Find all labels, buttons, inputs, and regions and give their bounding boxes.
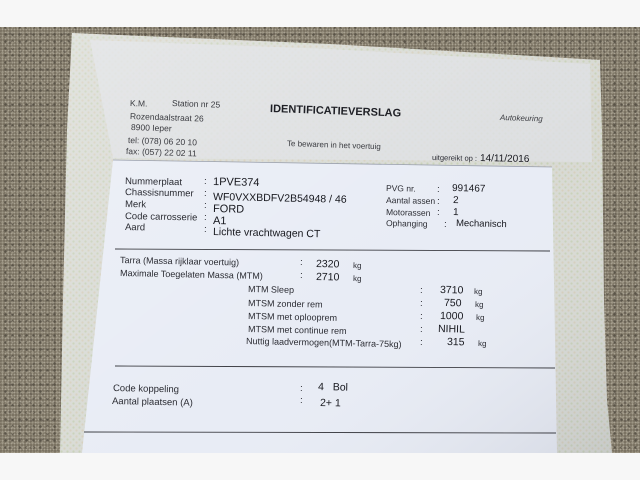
- towing-unit: kg: [477, 339, 487, 349]
- letterbox-bottom: [0, 453, 640, 480]
- separator: :: [436, 207, 440, 219]
- vehicle-label: Nummerplaat: [124, 176, 183, 189]
- technical-value-drive-axles: 1: [452, 207, 459, 219]
- towing-value: 750: [443, 297, 462, 310]
- office-city: 8900 Ieper: [130, 122, 172, 134]
- coupling-value-seats: 2+ 1: [319, 397, 341, 410]
- separator: :: [203, 200, 207, 212]
- technical-value-pvg: 991467: [451, 183, 486, 195]
- vehicle-value-make: FORD: [212, 203, 245, 216]
- separator: :: [419, 337, 423, 349]
- towing-label: MTSM met oplooprem: [247, 311, 338, 323]
- vehicle-label: Aard: [124, 222, 146, 234]
- vehicle-value-plate: 1PVE374: [212, 176, 260, 189]
- document-title: IDENTIFICATIEVERSLAG: [269, 103, 402, 120]
- technical-label: Aantal assen: [385, 195, 436, 207]
- towing-value: 3710: [439, 284, 464, 297]
- towing-unit: kg: [475, 313, 485, 323]
- towing-unit: kg: [474, 300, 484, 310]
- office-fax: fax: (057) 22 02 11: [125, 146, 197, 159]
- separator: :: [203, 224, 207, 236]
- separator: :: [203, 176, 207, 188]
- towing-unit: kg: [473, 287, 483, 297]
- agency-label: Autokeuring: [499, 113, 543, 124]
- towing-label: MTSM zonder rem: [247, 298, 323, 310]
- office-station: Station nr 25: [171, 98, 221, 110]
- vehicle-value-chassis: WF0VXXBDFV2B54948 / 46: [212, 191, 347, 206]
- technical-value-suspension: Mechanisch: [455, 218, 507, 231]
- towing-label: MTSM met continue rem: [247, 324, 347, 337]
- mass-value-mtm: 2710: [315, 271, 340, 284]
- separator: :: [419, 298, 423, 310]
- keep-note: Te bewaren in het voertuig: [286, 139, 381, 152]
- separator: :: [419, 311, 423, 323]
- separator: :: [299, 395, 303, 407]
- separator: :: [299, 257, 303, 269]
- mass-unit: kg: [352, 261, 362, 271]
- coupling-label: Aantal plaatsen (A): [111, 396, 193, 409]
- vehicle-label: Code carrosserie: [124, 211, 198, 224]
- coupling-label: Code koppeling: [112, 383, 180, 396]
- separator: :: [443, 219, 447, 231]
- towing-label: MTM Sleep: [247, 284, 295, 295]
- technical-label: Motorassen: [385, 207, 431, 218]
- technical-label: PVG nr.: [385, 183, 416, 194]
- towing-value: NIHIL: [437, 323, 465, 336]
- towing-value: 1000: [439, 310, 464, 323]
- separator: :: [419, 285, 423, 297]
- vehicle-value-body-code: A1: [212, 215, 227, 228]
- separator: :: [203, 212, 207, 224]
- issued-date: 14/11/2016: [479, 153, 530, 166]
- towing-value: 315: [446, 336, 465, 349]
- separator: :: [419, 324, 423, 336]
- technical-value-axles: 2: [452, 195, 459, 207]
- separator: :: [299, 270, 303, 282]
- separator: :: [203, 188, 207, 200]
- separator: :: [436, 196, 440, 208]
- mass-value-tare: 2320: [315, 258, 340, 271]
- vehicle-label: Chassisnummer: [124, 187, 194, 200]
- vehicle-value-type: Lichte vrachtwagen CT: [212, 226, 321, 241]
- office-code: K.M.: [129, 98, 148, 109]
- office-street: Rozendaalstraat 26: [129, 111, 204, 124]
- separator: :: [436, 184, 440, 196]
- office-tel: tel: (078) 06 20 10: [127, 135, 198, 148]
- mass-unit: kg: [352, 274, 362, 284]
- technical-label: Ophanging: [385, 218, 428, 229]
- issued-label: uitgereikt op :: [431, 153, 478, 163]
- vehicle-label: Merk: [124, 199, 147, 211]
- mass-label: Maximale Toegelaten Massa (MTM): [119, 268, 263, 281]
- coupling-value-code: 4 Bol: [317, 381, 349, 394]
- separator: :: [299, 383, 303, 395]
- towing-label: Nuttig laadvermogen(MTM-Tarra-75kg): [245, 336, 402, 350]
- mass-label: Tarra (Massa rijklaar voertuig): [119, 255, 240, 268]
